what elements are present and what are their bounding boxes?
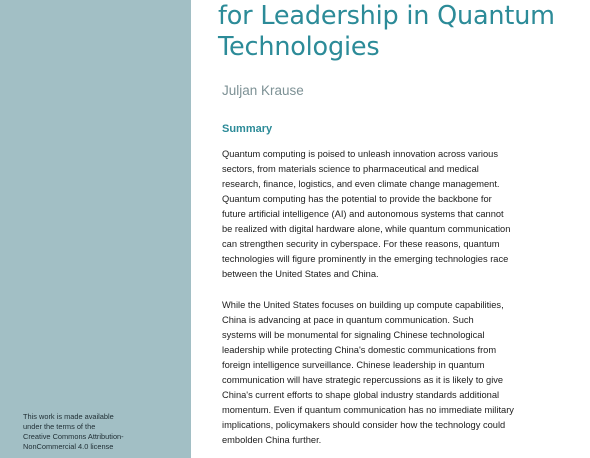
paragraph-line: between the United States and China. — [222, 269, 379, 279]
paragraph-line: Quantum computing has the potential to provide the backbone for — [222, 194, 492, 204]
paragraph-line: technologies will figure prominently in the emerging technologies race — [222, 254, 509, 264]
summary-paragraph-2 — [222, 298, 582, 448]
paragraph-line: China's current efforts to shape global industry standards additional — [222, 390, 500, 400]
document-title — [218, 1, 588, 63]
paragraph-line: future artificial intelligence (AI) and autonomous systems that cannot — [222, 209, 504, 219]
paragraph-line: sectors, from materials science to pharmaceutical and medical — [222, 164, 479, 174]
paragraph-line: momentum. Even if quantum communication has no immediate military — [222, 405, 514, 415]
paragraph-line: While the United States focuses on building up compute capabilities, — [222, 300, 504, 310]
summary-heading: Summary — [222, 123, 273, 135]
paragraph-line: leadership while protecting China's domestic communications from — [222, 345, 497, 355]
paragraph-line: implications, policymakers should consider how the technology could — [222, 420, 506, 430]
paragraph-line: systems will be monumental for signaling Chinese technological — [222, 330, 485, 340]
paragraph-line: can strengthen security in cyberspace. For these reasons, quantum — [222, 239, 500, 249]
summary-paragraph-1 — [222, 147, 582, 282]
paragraph-line: Quantum computing is poised to unleash innovation across various — [222, 149, 498, 159]
title-line: Technologies — [218, 32, 380, 62]
title-line: for Leadership in Quantum — [218, 1, 555, 31]
license-notice: This work is made available under the terms of the Creative Commons Attribution- NonCommercial 4.0 license — [23, 412, 124, 451]
paragraph-line: be realized with digital hardware alone, while quantum communication — [222, 224, 511, 234]
paragraph-line: China is advancing at pace in quantum communication. Such — [222, 315, 474, 325]
paragraph-line: foreign intelligence surveillance. Chinese leadership in quantum — [222, 360, 485, 370]
paragraph-line: communication will have strategic repercussions as it is likely to give — [222, 375, 504, 385]
author-name: Juljan Krause — [222, 83, 304, 98]
paragraph-line: research, finance, logistics, and even climate change management. — [222, 179, 500, 189]
paragraph-line: embolden China further. — [222, 435, 322, 445]
